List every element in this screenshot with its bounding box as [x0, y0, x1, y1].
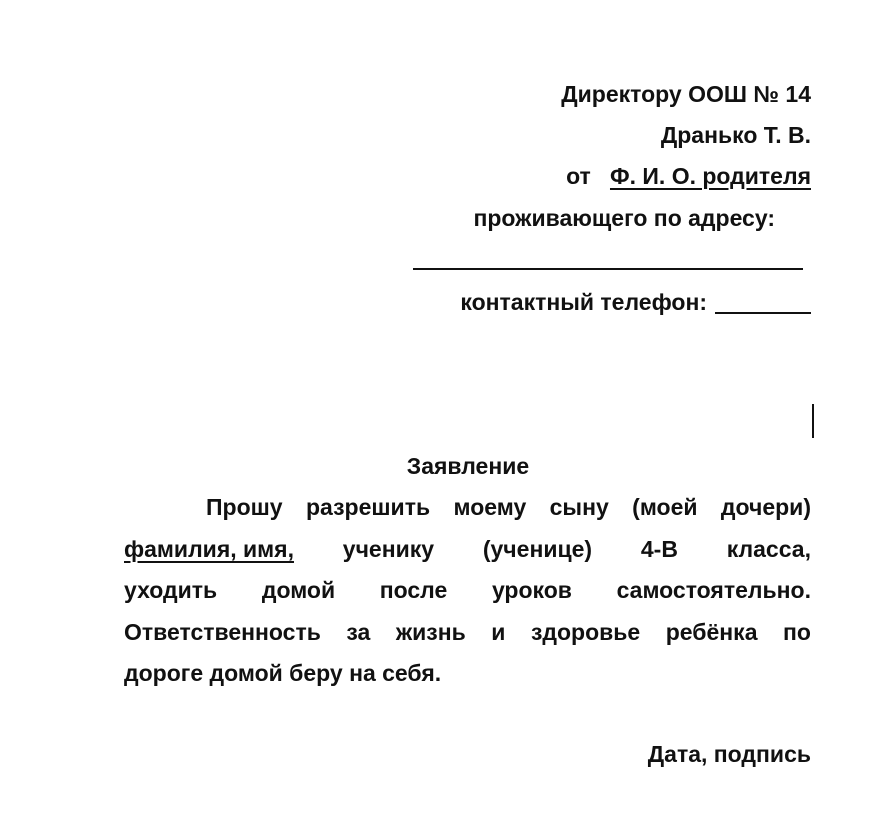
word: разрешить: [305, 494, 431, 520]
word: моему: [453, 494, 527, 520]
address-blank-line: [413, 268, 803, 270]
director-name: Дранько Т. В.: [660, 122, 811, 148]
document-title: Заявление: [406, 453, 530, 479]
word: домой: [261, 577, 336, 603]
body-line-1: [206, 493, 811, 521]
word: по: [783, 619, 811, 645]
student-name-placeholder: фамилия, имя,: [124, 536, 294, 562]
from-prefix: от: [566, 163, 591, 189]
word: и: [491, 619, 506, 645]
word: самостоятельно.: [616, 577, 811, 603]
word: после: [379, 577, 448, 603]
word: здоровье: [530, 619, 641, 645]
word: класса,: [726, 536, 811, 562]
word: Прошу: [206, 494, 283, 520]
word: ребёнка: [665, 619, 758, 645]
word: жизнь: [395, 619, 466, 645]
body-line-5: дороге домой беру на себя.: [124, 660, 442, 686]
body-line-2: [124, 535, 811, 563]
phone-line: [460, 288, 811, 316]
word: дочери): [720, 494, 811, 520]
parent-name-placeholder: Ф. И. О. родителя: [609, 163, 811, 189]
word: (моей: [632, 494, 698, 520]
body-line-4: [124, 618, 811, 646]
from-line: [566, 162, 811, 190]
address-label: проживающего по адресу:: [473, 205, 775, 231]
addressee-line: Директору ООШ № 14: [561, 81, 811, 107]
word: уходить: [124, 577, 218, 603]
word: уроков: [491, 577, 572, 603]
word: за: [346, 619, 371, 645]
date-signature: Дата, подпись: [647, 741, 811, 767]
word: ученику: [342, 536, 435, 562]
phone-blank-line: [715, 312, 811, 314]
word: (ученице): [482, 536, 593, 562]
body-line-3: [124, 576, 811, 604]
word: 4-В: [640, 536, 678, 562]
text-cursor: [812, 404, 814, 438]
phone-label: контактный телефон:: [460, 289, 707, 315]
word: сыну: [549, 494, 609, 520]
word: Ответственность: [124, 619, 321, 645]
